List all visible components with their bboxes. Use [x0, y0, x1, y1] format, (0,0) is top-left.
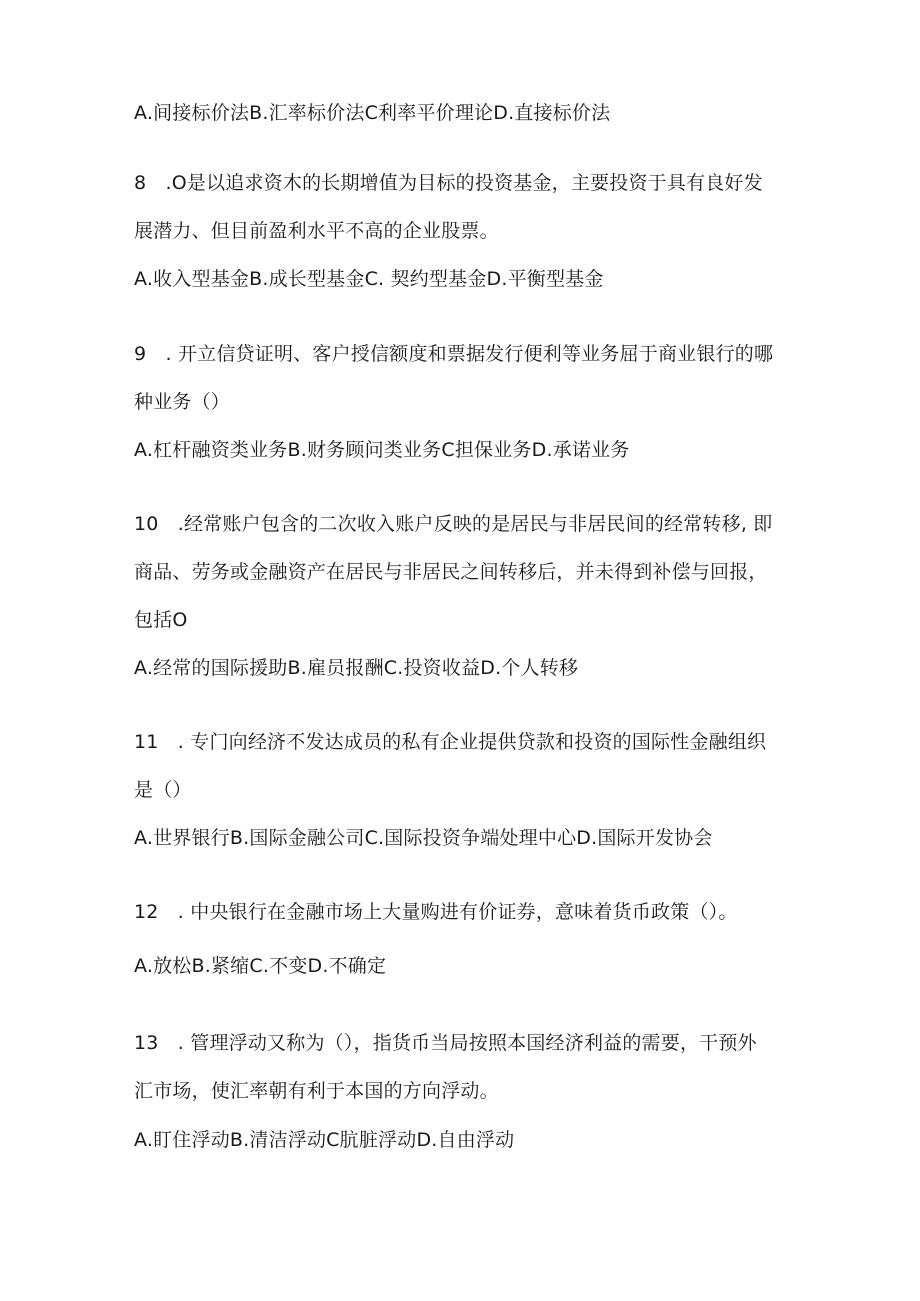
q11-stem-line-1: 11 . 专门向经济不发达成员的私有企业提供贷款和投资的国际性金融组织	[134, 731, 767, 753]
q11-stem-line-2: 是（）	[134, 779, 192, 801]
q9-stem-line-1: 9 . 开立信贷证明、客户授信额度和票据发行便利等业务屈于商业银行的哪	[134, 343, 774, 365]
q8-stem-line-2: 展潜力、但目前盈利水平不高的企业股票。	[134, 220, 499, 242]
q10-stem-line-3: 包括O	[134, 609, 188, 631]
q10-stem-line-2: 商品、劳务或金融资产在居民与非居民之间转移后，并未得到补偿与回报，	[134, 561, 768, 583]
q11-options: A.世界银行B.国际金融公司C.国际投资争端处理中心D.国际开发协会	[134, 827, 713, 849]
q13-options: A.盯住浮动B.清洁浮动C肮脏浮动D.自由浮动	[134, 1129, 515, 1151]
q9-stem-line-2: 种业务（）	[134, 391, 231, 413]
q12-options: A.放松B.紧缩C.不变D.不确定	[134, 955, 387, 977]
q10-options: A.经常的国际援助B.雇员报酬C.投资收益D.个人转移	[134, 657, 579, 679]
q13-stem-line-1: 13 . 管理浮动又称为（），指货币当局按照本国经济利益的需要，干预外	[134, 1032, 757, 1054]
q8-options: A.收入型基金B.成长型基金C. 契约型基金D.平衡型基金	[134, 268, 604, 290]
q10-stem-line-1: 10 .经常账户包含的二次收入账户反映的是居民与非居民间的经常转移, 即	[134, 513, 773, 535]
q12-stem-line-1: 12 . 中央银行在金融市场上大量购进有价证券，意味着货币政策（）。	[134, 901, 738, 923]
q9-options: A.杠杆融资类业务B.财务顾问类业务C担保业务D.承诺业务	[134, 439, 630, 461]
q7-options: A.间接标价法B.汇率标价法C利率平价理论D.直接标价法	[134, 102, 611, 124]
q8-stem-line-1: 8 .O是以追求资木的长期增值为目标的投资基金，主要投资于具有良好发	[134, 172, 763, 194]
q13-stem-line-2: 汇市场，使汇率朝有利于本国的方向浮动。	[134, 1080, 499, 1102]
